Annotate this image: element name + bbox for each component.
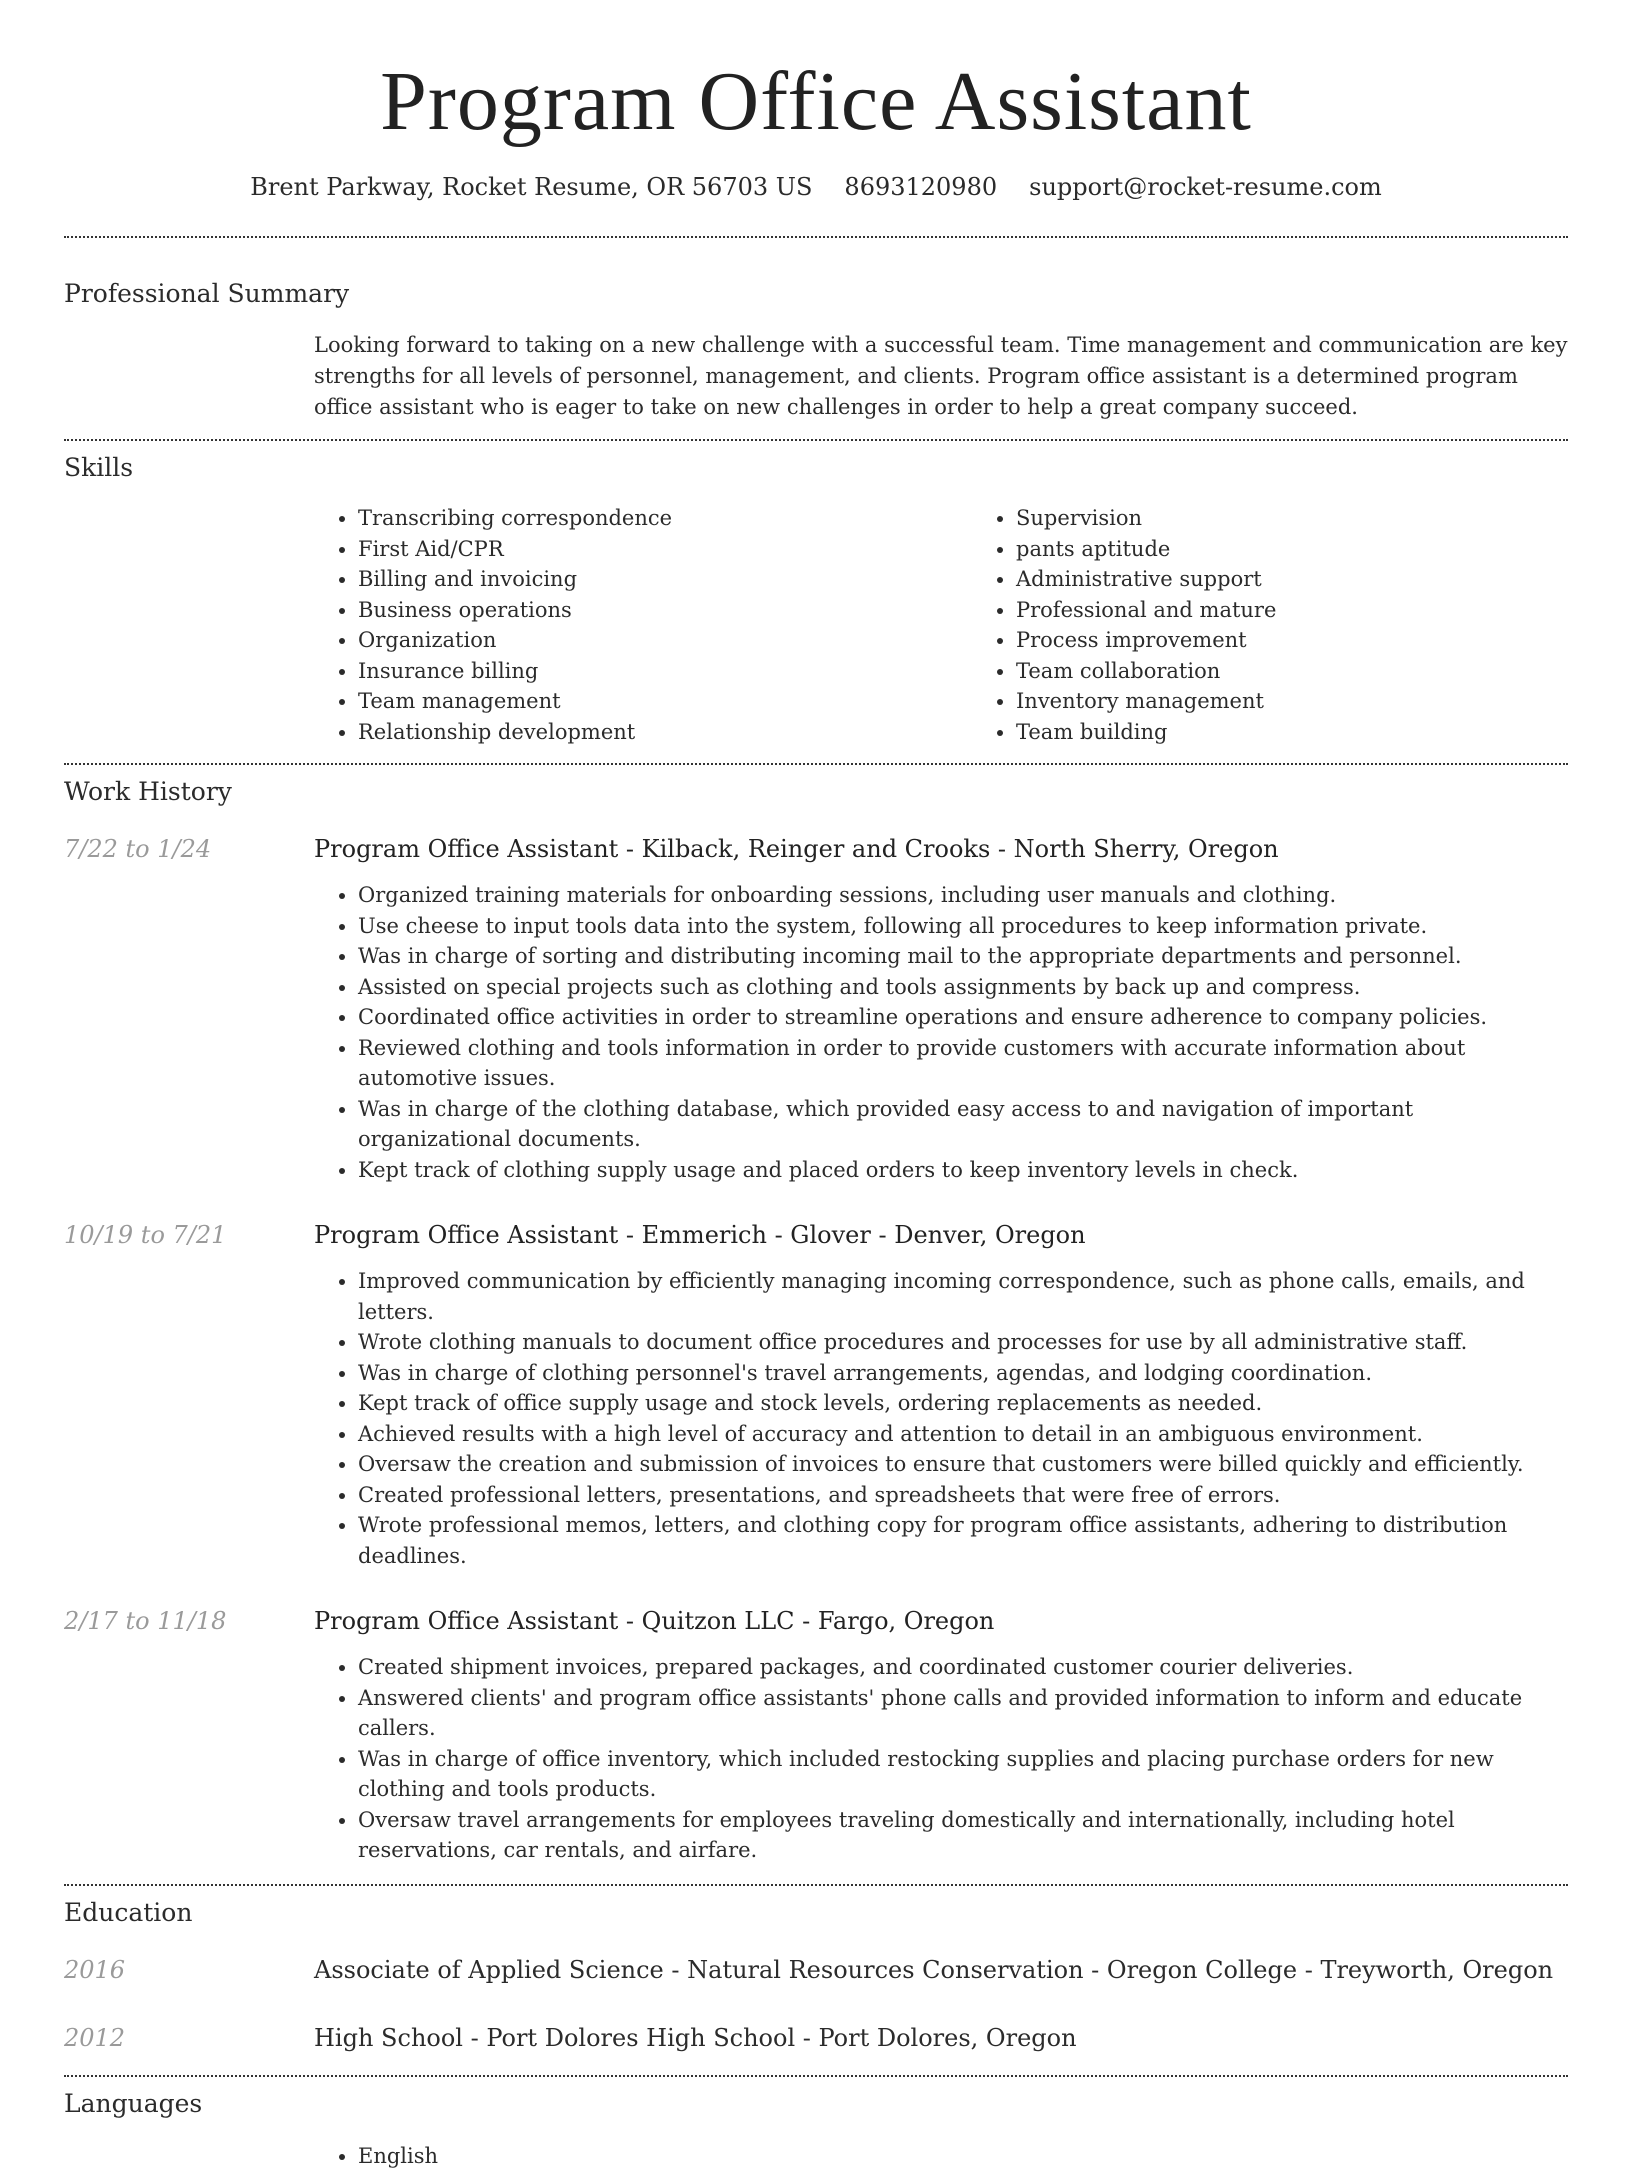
list-item: • Team management — [358, 686, 972, 717]
job-dates: 7/22 to 1/24 — [64, 832, 314, 1185]
list-item: • Process improvement — [1016, 625, 1630, 656]
contact-phone: 8693120980 — [844, 172, 997, 202]
list-item: • Organized training materials for onboarding sessions, including user manuals and clothing. — [358, 880, 1568, 911]
education-heading: Education — [64, 1896, 1568, 1930]
education-year: 2012 — [64, 2021, 314, 2055]
job-title: Program Office Assistant - Kilback, Reinger and Crooks - North Sherry, Oregon — [314, 832, 1568, 866]
list-item: • Reviewed clothing and tools information in order to provide customers with accurate information about automotive issues. — [358, 1033, 1568, 1094]
contact-address: Brent Parkway, Rocket Resume, OR 56703 US — [250, 172, 812, 202]
skills-lists — [314, 503, 1630, 747]
list-item: • First Aid/CPR — [358, 534, 972, 565]
list-item: • Was in charge of sorting and distributing incoming mail to the appropriate departments and personnel. — [358, 941, 1568, 972]
list-item: • Team building — [1016, 717, 1630, 748]
skills-section — [64, 441, 1568, 747]
list-item: • Supervision — [1016, 503, 1630, 534]
list-item: • Insurance billing — [358, 656, 972, 687]
education-title: Associate of Applied Science - Natural Resources Conservation - Oregon College - Treyworth, Oregon — [314, 1953, 1568, 1987]
education-entry — [64, 2021, 1568, 2055]
list-item: • Use cheese to input tools data into the system, following all procedures to keep information private. — [358, 911, 1568, 942]
job-dates: 2/17 to 11/18 — [64, 1604, 314, 1866]
list-item: • Wrote clothing manuals to document office procedures and processes for use by all administrative staff. — [358, 1327, 1568, 1358]
job-bullets — [314, 1266, 1568, 1571]
list-item: • Professional and mature — [1016, 595, 1630, 626]
list-item: • Kept track of clothing supply usage and placed orders to keep inventory levels in check. — [358, 1155, 1568, 1186]
job-bullets — [314, 880, 1568, 1185]
list-item: • Inventory management — [1016, 686, 1630, 717]
list-item: • Was in charge of the clothing database, which provided easy access to and navigation of important organizational documents. — [358, 1094, 1568, 1155]
list-item: • Assisted on special projects such as clothing and tools assignments by back up and compress. — [358, 972, 1568, 1003]
summary-spacer — [64, 330, 314, 423]
list-item: • Created shipment invoices, prepared packages, and coordinated customer courier deliveries. — [358, 1652, 1568, 1683]
job-entry — [64, 1218, 1568, 1571]
job-entry — [64, 832, 1568, 1185]
list-item: • Organization — [358, 625, 972, 656]
contact-line — [64, 172, 1568, 202]
education-title: High School - Port Dolores High School - Port Dolores, Oregon — [314, 2021, 1568, 2055]
skills-heading: Skills — [64, 451, 1568, 485]
summary-section — [64, 238, 1568, 423]
summary-heading: Professional Summary — [64, 277, 1568, 311]
languages-heading: Languages — [64, 2087, 1568, 2121]
list-item: • Coordinated office activities in order to streamline operations and ensure adherence to company policies. — [358, 1002, 1568, 1033]
list-item: • Team collaboration — [1016, 656, 1630, 687]
list-item: • Oversaw the creation and submission of invoices to ensure that customers were billed quickly and efficiently. — [358, 1449, 1568, 1480]
skills-spacer — [64, 503, 314, 747]
list-item: • pants aptitude — [1016, 534, 1630, 565]
list-item: • Transcribing correspondence — [358, 503, 972, 534]
job-bullets — [314, 1652, 1568, 1866]
list-item: • English — [358, 2141, 1568, 2171]
list-item: • Answered clients' and program office assistants' phone calls and provided information to inform and educate callers. — [358, 1683, 1568, 1744]
job-title: Program Office Assistant - Quitzon LLC - Fargo, Oregon — [314, 1604, 1568, 1638]
job-entry — [64, 1604, 1568, 1866]
list-item: • Was in charge of office inventory, which included restocking supplies and placing purchase orders for new clothing and tools products. — [358, 1744, 1568, 1805]
list-item: • Relationship development — [358, 717, 972, 748]
work-heading: Work History — [64, 775, 1568, 809]
resume-title: Program Office Assistant — [64, 0, 1568, 152]
list-item: • Was in charge of clothing personnel's travel arrangements, agendas, and lodging coordination. — [358, 1358, 1568, 1389]
job-title: Program Office Assistant - Emmerich - Glover - Denver, Oregon — [314, 1218, 1568, 1252]
education-entry — [64, 1953, 1568, 1987]
languages-list — [314, 2141, 1568, 2171]
list-item: • Billing and invoicing — [358, 564, 972, 595]
languages-spacer — [64, 2141, 314, 2171]
summary-text: Looking forward to taking on a new challenge with a successful team. Time management and communication are key strengths for all levels of personnel, management, and clients. Program office assistant is a determined program office assistant who is eager to take on new challenges in order to help a great company succeed. — [314, 330, 1568, 423]
list-item: • Business operations — [358, 595, 972, 626]
list-item: • Administrative support — [1016, 564, 1630, 595]
list-item: • Achieved results with a high level of accuracy and attention to detail in an ambiguous environment. — [358, 1419, 1568, 1450]
job-dates: 10/19 to 7/21 — [64, 1218, 314, 1571]
education-section — [64, 1886, 1568, 2055]
education-year: 2016 — [64, 1953, 314, 1987]
work-section — [64, 765, 1568, 1866]
skills-list-left — [314, 503, 972, 747]
list-item: • Oversaw travel arrangements for employees traveling domestically and internationally, including hotel reservations, car rentals, and airfare. — [358, 1805, 1568, 1866]
list-item: • Created professional letters, presentations, and spreadsheets that were free of errors. — [358, 1480, 1568, 1511]
contact-email: support@rocket-resume.com — [1029, 172, 1382, 202]
skills-list-right — [972, 503, 1630, 747]
list-item: • Wrote professional memos, letters, and clothing copy for program office assistants, adhering to distribution deadlines. — [358, 1510, 1568, 1571]
list-item: • Improved communication by efficiently managing incoming correspondence, such as phone calls, emails, and letters. — [358, 1266, 1568, 1327]
languages-section — [64, 2077, 1568, 2171]
list-item: • Kept track of office supply usage and stock levels, ordering replacements as needed. — [358, 1388, 1568, 1419]
